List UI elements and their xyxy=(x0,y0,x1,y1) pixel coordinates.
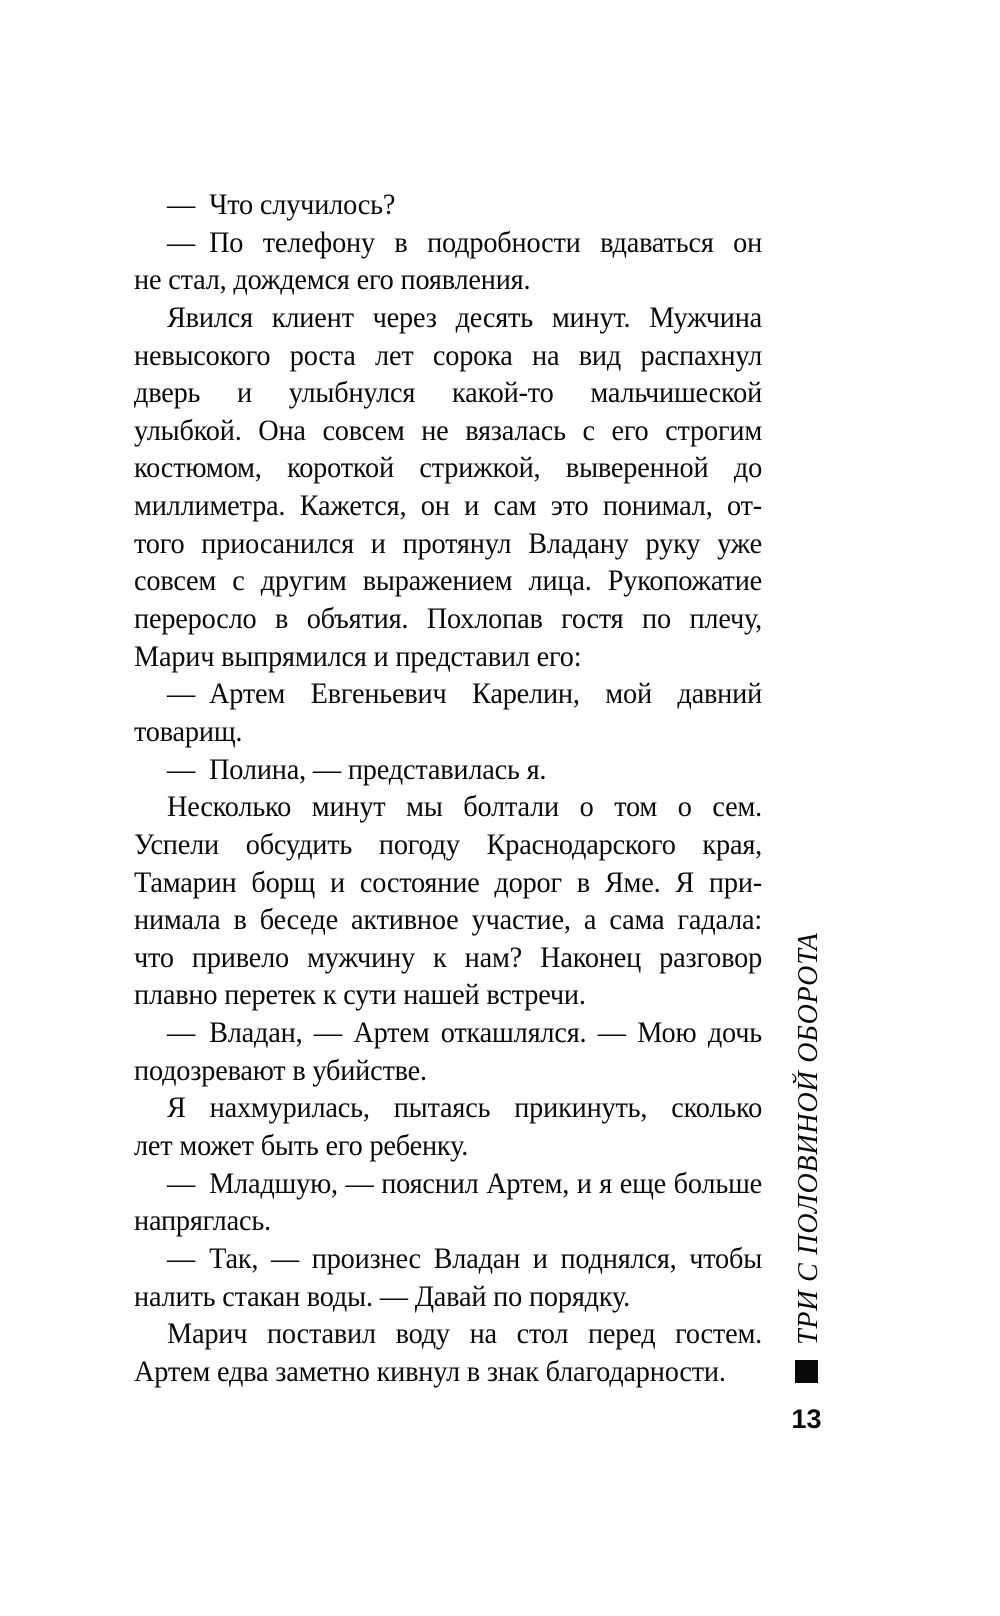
text-line: не стал, дождемся его появления. xyxy=(134,263,531,297)
text-line: подозревают в убийстве. xyxy=(134,1053,427,1087)
text-line: совсем с другим выражением лица. Рукопожатие xyxy=(134,564,763,598)
text-line: дверь и улыбнулся какой-то мальчишеской xyxy=(134,376,763,410)
page-number: 13 xyxy=(791,1404,822,1434)
text-line: — Что случилось? xyxy=(167,188,396,221)
text-line: — Так, — произнес Владан и поднялся, чтобы xyxy=(167,1241,763,1275)
text-line: нимала в беседе активное участие, а сама гадала: xyxy=(134,903,763,937)
spine-running-title: ТРИ С ПОЛОВИНОЙ ОБОРОТА xyxy=(793,932,824,1345)
text-line: налить стакан воды. — Давай по порядку. xyxy=(134,1279,631,1313)
text-line: костюмом, короткой стрижкой, выверенной до xyxy=(134,451,763,485)
text-line: миллиметра. Кажется, он и сам это понимал, от- xyxy=(134,489,763,523)
body-text xyxy=(134,186,762,1391)
text-line: напряглась. xyxy=(134,1204,271,1238)
text-line: невысокого роста лет сорока на вид распахнул xyxy=(134,338,763,372)
text-line: товарищ. xyxy=(134,714,243,748)
text-line: — Владан, — Артем откашлялся. — Мою дочь xyxy=(167,1016,763,1050)
text-line: плавно перетек к сути нашей встречи. xyxy=(134,978,586,1012)
text-line: Явился клиент через десять минут. Мужчина xyxy=(167,300,763,334)
text-line: — Полина, — представилась я. xyxy=(167,752,547,786)
spine-marker-square-icon xyxy=(795,1360,818,1383)
text-line: Я нахмурилась, пытаясь прикинуть, сколько xyxy=(167,1091,763,1125)
text-line: — Артем Евгеньевич Карелин, мой давний xyxy=(167,677,763,711)
text-line: — Младшую, — пояснил Артем, и я еще больше xyxy=(167,1166,763,1200)
text-line: — По телефону в подробности вдаваться он xyxy=(167,225,763,259)
text-line: Марич поставил воду на стол перед гостем. xyxy=(167,1317,763,1351)
text-line: Успели обсудить погоду Краснодарского края, xyxy=(134,827,763,861)
text-line: Тамарин борщ и состояние дорог в Яме. Я при- xyxy=(134,865,763,899)
text-line: улыбкой. Она совсем не вязалась с его строгим xyxy=(134,413,763,447)
text-line: что привело мужчину к нам? Наконец разговор xyxy=(134,940,763,974)
text-line: лет может быть его ребенку. xyxy=(134,1129,469,1163)
text-line: Марич выпрямился и представил его: xyxy=(134,639,582,673)
text-line: переросло в объятия. Похлопав гостя по плечу, xyxy=(134,602,763,636)
text-line: Артем едва заметно кивнул в знак благодарности. xyxy=(134,1354,726,1388)
text-line: Несколько минут мы болтали о том о сем. xyxy=(167,790,763,824)
text-line: того приосанился и протянул Владану руку уже xyxy=(134,526,763,560)
